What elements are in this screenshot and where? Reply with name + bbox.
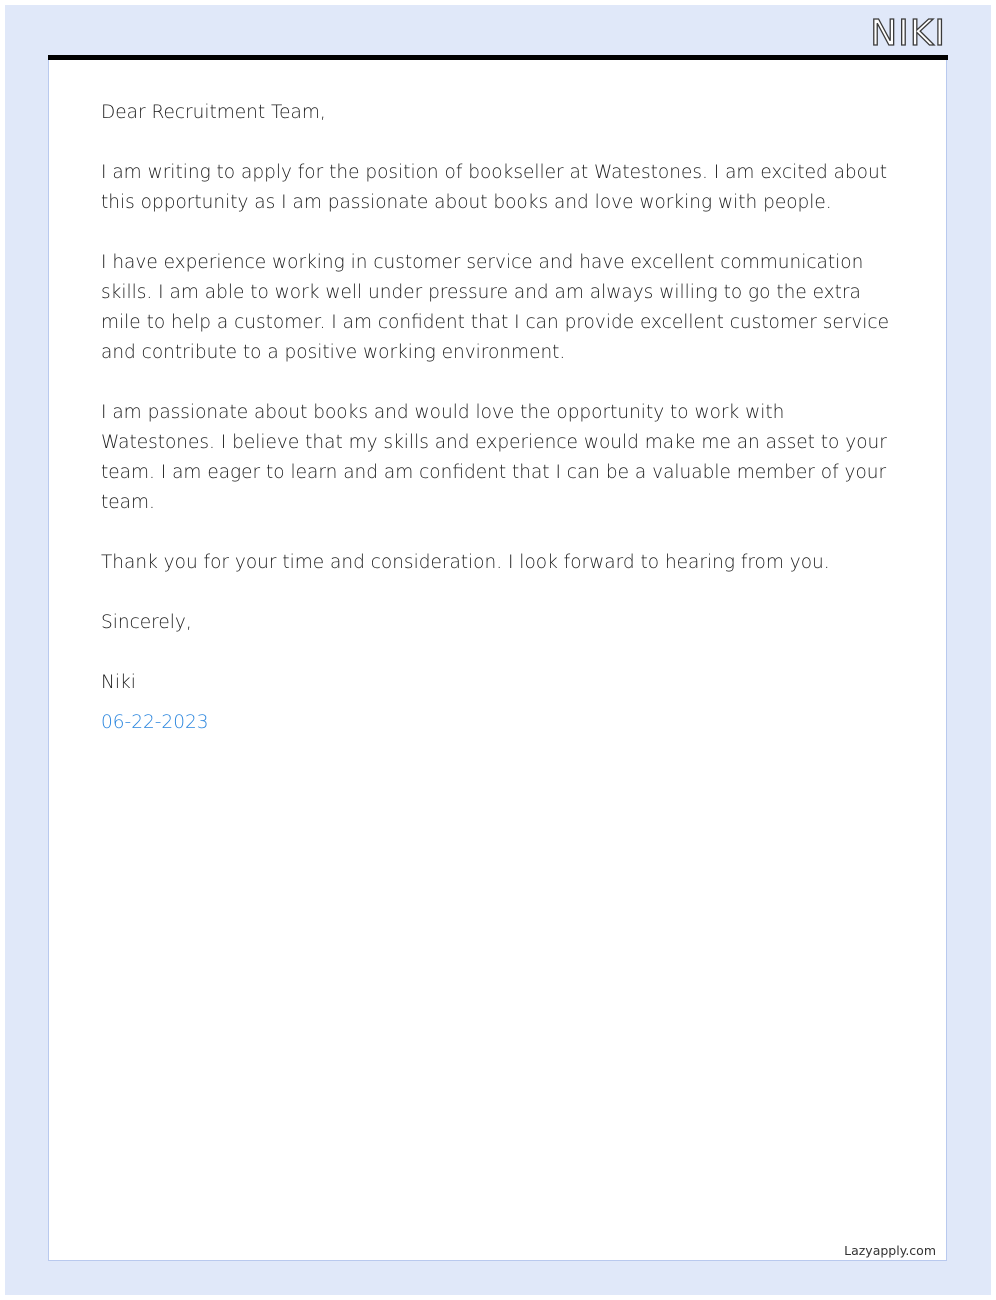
paragraph-2: I have experience working in customer service and have excellent communication skills. I am able to work well under pressure and am always willing to go the extra mile to help a customer. I am confident that I can provide excellent customer service and contribute to a positive working environment. xyxy=(101,252,889,363)
paragraph-1: I am writing to apply for the position of bookseller at Watestones. I am excited about this opportunity as I am passionate about books and love working with people. xyxy=(101,162,887,213)
salutation: Dear Recruitment Team, xyxy=(101,102,326,123)
letter-date: 06-22-2023 xyxy=(101,712,209,733)
closing: Sincerely, xyxy=(101,612,192,633)
paragraph-4: Thank you for your time and consideration. I look forward to hearing from you. xyxy=(101,552,830,573)
signature-name: Niki xyxy=(101,672,136,693)
cover-letter-body xyxy=(101,98,901,738)
footer-brand: Lazyapply.com xyxy=(844,1243,936,1258)
letter-page xyxy=(48,60,947,1261)
header-name-logo: NIKI xyxy=(870,13,946,54)
paragraph-3: I am passionate about books and would love the opportunity to work with Watestones. I believe that my skills and experience would make me an asset to your team. I am eager to learn and am confident that I can be a valuable member of your team. xyxy=(101,402,887,513)
